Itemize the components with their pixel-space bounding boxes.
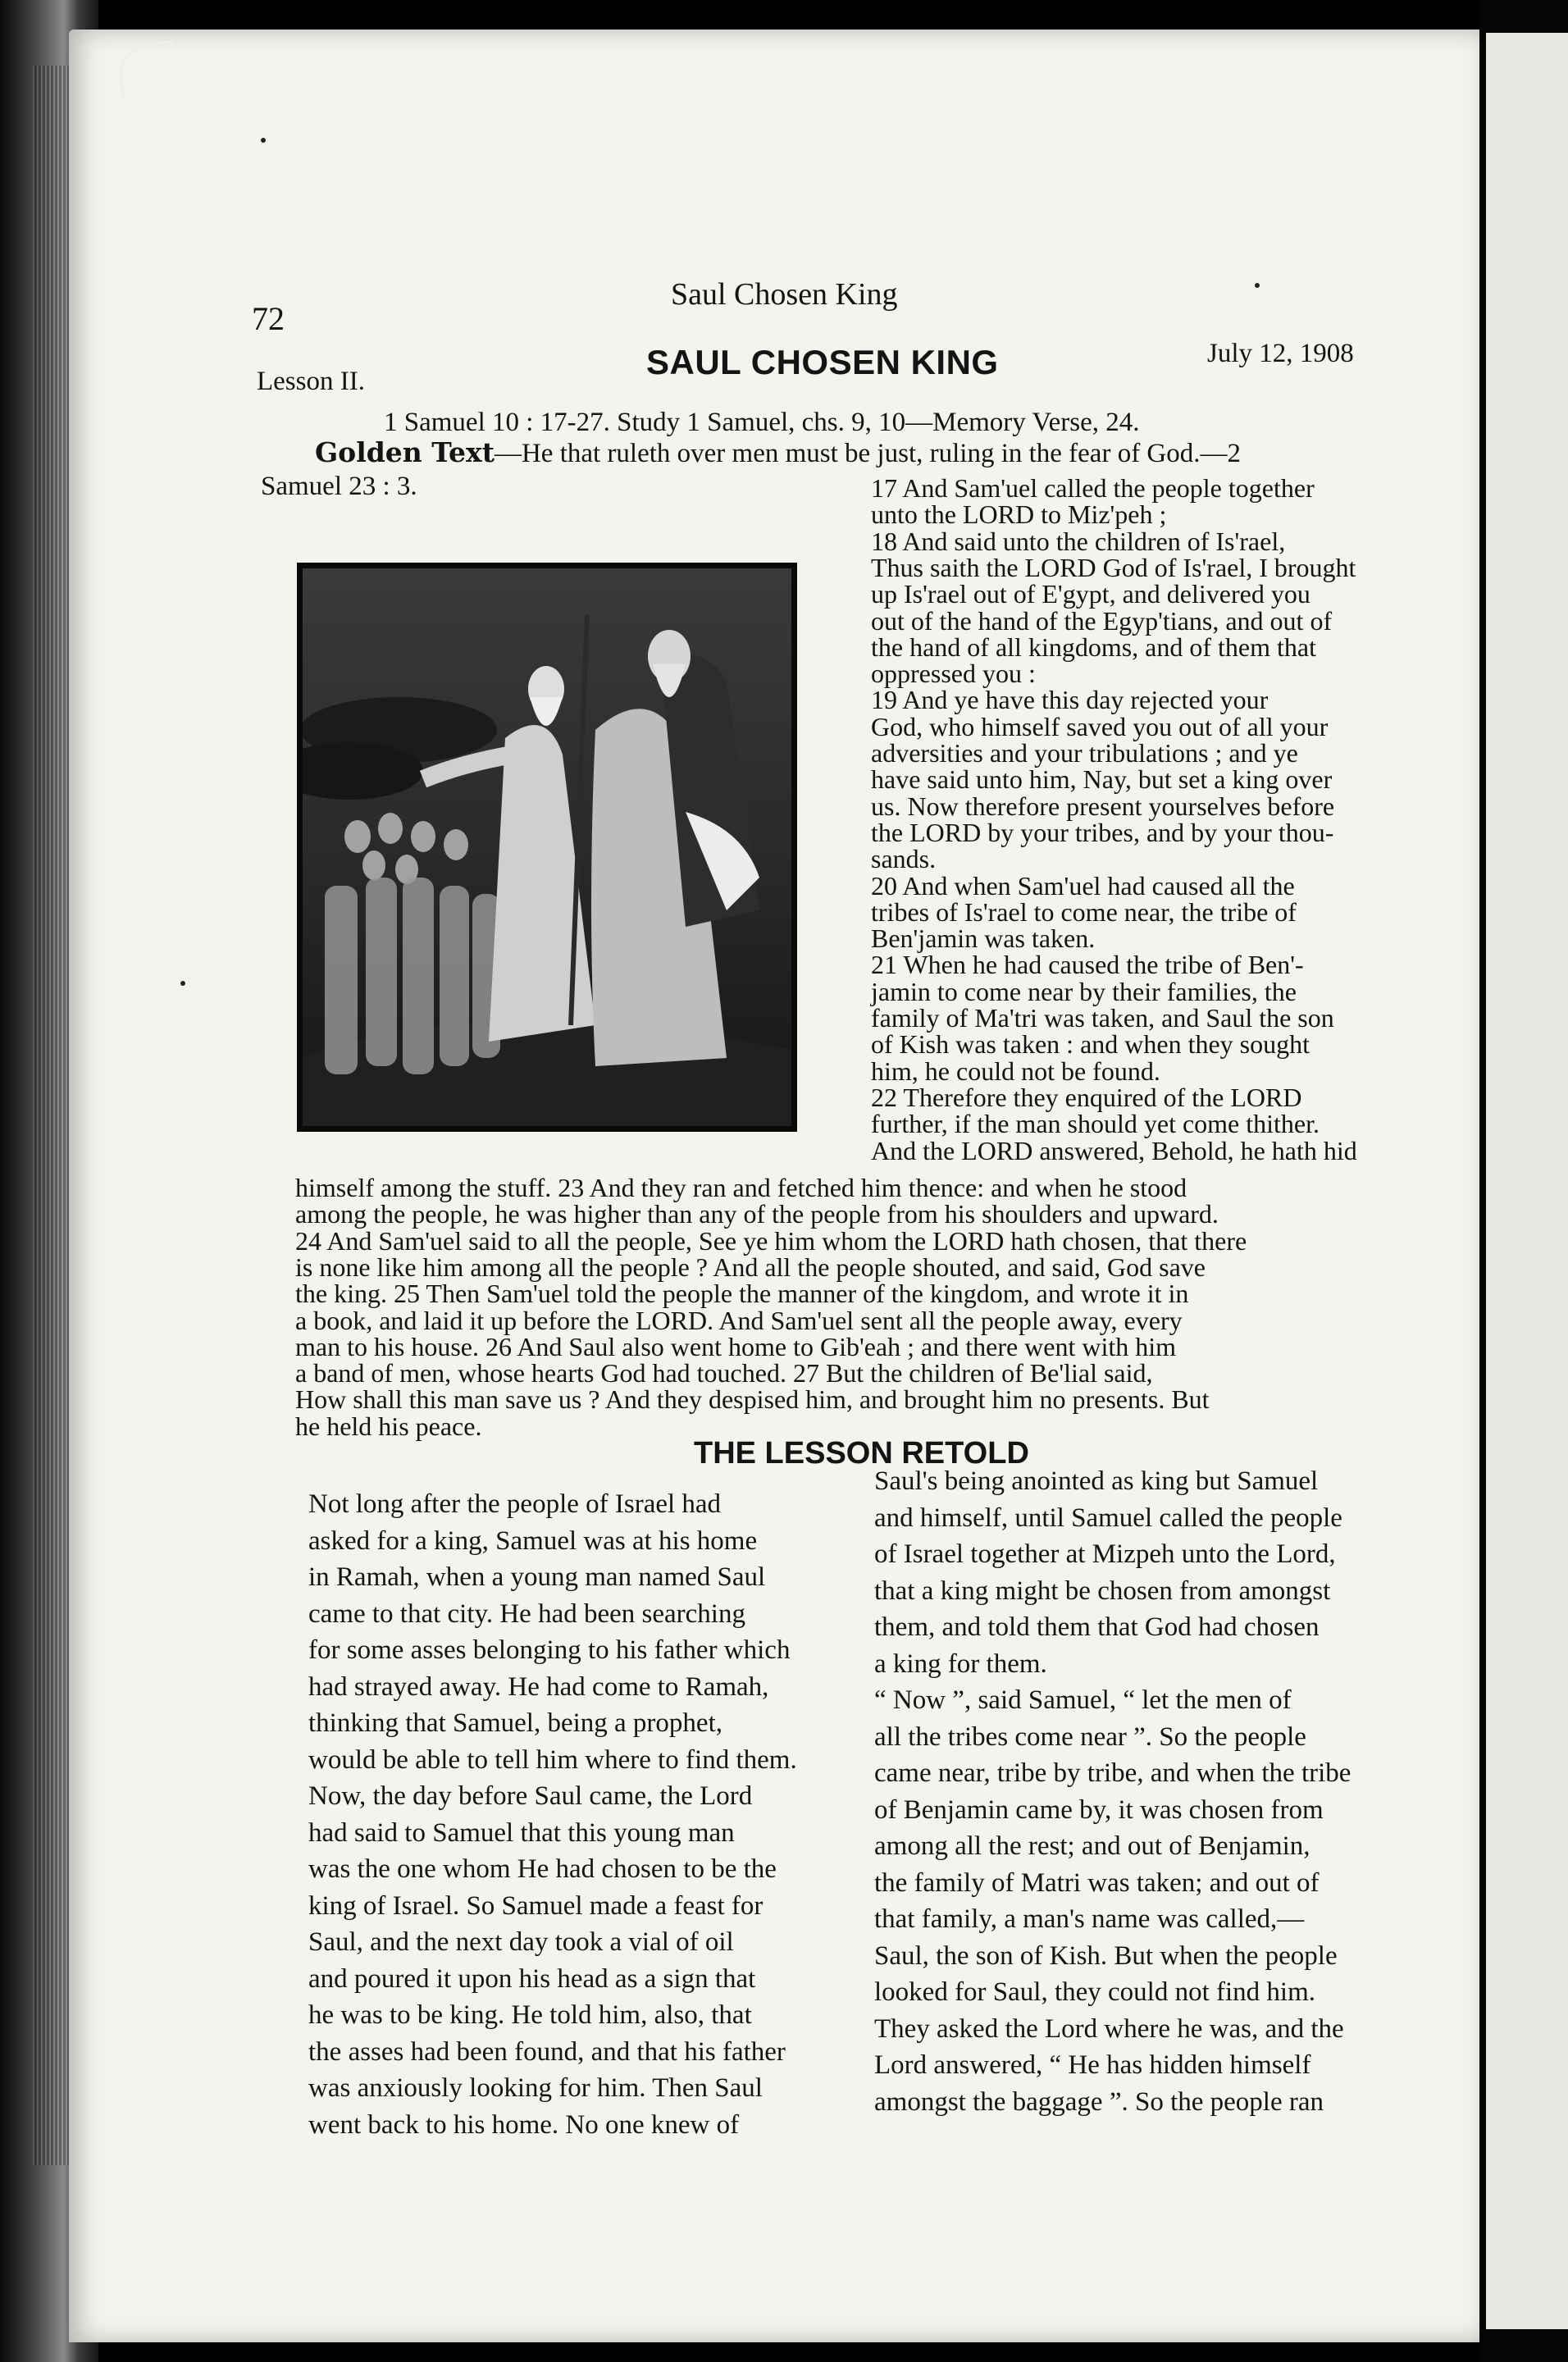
scripture-line: he held his peace. (295, 1411, 482, 1441)
scripture-line: the king. 25 Then Sam'uel told the people the manner of the kingdom, and wrote it in (295, 1279, 1189, 1309)
scripture-line: 18 And said unto the children of Is'rael, (871, 526, 1286, 556)
retold-line: among all the rest; and out of Benjamin, (874, 1831, 1310, 1861)
scripture-line: unto the LORD to Miz'peh ; (871, 499, 1167, 530)
scripture-line: the hand of all kingdoms, and of them that (871, 632, 1316, 662)
retold-line: came to that city. He had been searching (308, 1598, 745, 1629)
lesson-date: July 12, 1908 (1207, 339, 1354, 368)
retold-line: came near, tribe by tribe, and when the tribe (874, 1758, 1351, 1788)
retold-line: a king for them. (874, 1648, 1047, 1679)
retold-line: of Israel together at Mizpeh unto the Lord, (874, 1539, 1336, 1569)
scripture-line: Ben'jamin was taken. (871, 923, 1096, 954)
retold-line: the family of Matri was taken; and out of (874, 1867, 1320, 1898)
scripture-line: 19 And ye have this day rejected your (871, 685, 1269, 715)
facing-page-edge (1486, 33, 1568, 2329)
retold-line: in Ramah, when a young man named Saul (308, 1562, 766, 1592)
retold-line: amongst the baggage ”. So the people ran (874, 2086, 1324, 2117)
retold-line: all the tribes come near ”. So the people (874, 1721, 1306, 1752)
retold-line: Saul's being anointed as king but Samuel (874, 1466, 1319, 1496)
page-corner-curl (114, 39, 182, 101)
retold-line: had strayed away. He had come to Ramah, (308, 1671, 769, 1702)
retold-line: for some asses belonging to his father which (308, 1635, 791, 1665)
scripture-line: 22 Therefore they enquired of the LORD (871, 1082, 1302, 1112)
retold-line: They asked the Lord where he was, and the (874, 2013, 1344, 2044)
scripture-line: adversities and your tribulations ; and ye (871, 738, 1298, 768)
retold-line: Saul, and the next day took a vial of oil (308, 1927, 734, 1957)
retold-line: “ Now ”, said Samuel, “ let the men of (874, 1685, 1292, 1715)
speck (180, 981, 185, 986)
scripture-line: family of Ma'tri was taken, and Saul the son (871, 1003, 1334, 1033)
golden-text-continuation: Samuel 23 : 3. (261, 472, 417, 501)
speck (1255, 283, 1260, 288)
golden-text (315, 436, 1242, 468)
retold-line: king of Israel. So Samuel made a feast for (308, 1890, 763, 1921)
scripture-line: among the people, he was higher than any of the people from his shoulders and upward. (295, 1199, 1219, 1229)
lesson-number: Lesson II. (257, 367, 365, 396)
retold-line: was the one whom He had chosen to be the (308, 1854, 777, 1884)
scripture-line: the LORD by your tribes, and by your thou- (871, 817, 1334, 847)
retold-line: and himself, until Samuel called the people (874, 1502, 1342, 1533)
page-number: 72 (252, 300, 285, 337)
scripture-line: have said unto him, Nay, but set a king over (871, 764, 1333, 795)
illustration-drawing (300, 566, 794, 1129)
retold-line: he was to be king. He told him, also, that (308, 2000, 752, 2030)
scripture-line: further, if the man should yet come thither. (871, 1109, 1320, 1139)
retold-line: Lord answered, “ He has hidden himself (874, 2050, 1311, 2080)
scripture-line: himself among the stuff. 23 And they ran and fetched him thence: and when he stood (295, 1173, 1187, 1202)
scripture-line: 20 And when Sam'uel had caused all the (871, 870, 1295, 901)
retold-line: looked for Saul, they could not find him. (874, 1977, 1316, 2007)
scripture-line: 24 And Sam'uel said to all the people, See ye him whom the LORD hath chosen, that there (295, 1225, 1247, 1256)
scripture-line: is none like him among all the people ? And all the people shouted, and said, God save (295, 1252, 1206, 1282)
scripture-line: us. Now therefore present yourselves before (871, 791, 1335, 821)
retold-line: that a king might be chosen from amongst (874, 1575, 1331, 1606)
retold-line: and poured it upon his head as a sign that (308, 1963, 756, 1994)
speck (261, 138, 266, 143)
scripture-reference: 1 Samuel 10 : 17-27. Study 1 Samuel, chs. 9, 10—Memory Verse, 24. (384, 408, 1140, 437)
retold-line: the asses had been found, and that his father (308, 2036, 786, 2067)
retold-line: went back to his home. No one knew of (308, 2109, 740, 2140)
scripture-line: 21 When he had caused the tribe of Ben'- (871, 950, 1304, 980)
scripture-line: jamin to come near by their families, the (871, 976, 1297, 1006)
retold-line: Saul, the son of Kish. But when the people (874, 1940, 1338, 1971)
scripture-line: of Kish was taken : and when they sought (871, 1029, 1310, 1060)
scripture-line: oppressed you : (871, 659, 1036, 689)
scripture-line: And the LORD answered, Behold, he hath hid (871, 1135, 1357, 1165)
scripture-line: up Is'rael out of E'gypt, and delivered you (871, 579, 1310, 609)
retold-line: was anxiously looking for him. Then Saul (308, 2073, 763, 2103)
retold-line: had said to Samuel that this young man (308, 1817, 735, 1848)
retold-heading: THE LESSON RETOLD (694, 1436, 1029, 1471)
scripture-line: him, he could not be found. (871, 1056, 1160, 1086)
retold-line: asked for a king, Samuel was at his home (308, 1525, 758, 1556)
scripture-line: man to his house. 26 And Saul also went home to Gib'eah ; and there went with him (295, 1331, 1177, 1361)
scripture-line: sands. (871, 844, 937, 874)
retold-line: that family, a man's name was called,— (874, 1904, 1305, 1934)
retold-line: thinking that Samuel, being a prophet, (308, 1708, 722, 1738)
retold-line: Not long after the people of Israel had (308, 1489, 722, 1519)
golden-text-label: Golden Text (315, 436, 495, 468)
retold-line: them, and told them that God had chosen (874, 1612, 1320, 1642)
scripture-line: How shall this man save us ? And they despised him, and brought him no presents. But (295, 1384, 1210, 1415)
lesson-title: SAUL CHOSEN KING (646, 343, 999, 381)
scripture-line: Thus saith the LORD God of Is'rael, I brought (871, 552, 1356, 582)
retold-line: of Benjamin came by, it was chosen from (874, 1794, 1324, 1825)
illustration-samuel-and-saul (297, 563, 797, 1132)
golden-text-body: —He that ruleth over men must be just, ruling in the fear of God.—2 (494, 439, 1242, 468)
scripture-line: tribes of Is'rael to come near, the tribe of (871, 896, 1297, 927)
scripture-line: a book, and laid it up before the LORD. And Sam'uel sent all the people away, every (295, 1305, 1183, 1335)
retold-line: would be able to tell him where to find them. (308, 1744, 797, 1775)
scripture-line: out of the hand of the Egyp'tians, and out of (871, 605, 1333, 636)
scripture-line: God, who himself saved you out of all your (871, 711, 1329, 741)
retold-line: Now, the day before Saul came, the Lord (308, 1781, 753, 1811)
scripture-line: 17 And Sam'uel called the people together (871, 473, 1315, 503)
running-head: Saul Chosen King (671, 277, 898, 312)
scripture-line: a band of men, whose hearts God had touched. 27 But the children of Be'lial said, (295, 1358, 1153, 1388)
